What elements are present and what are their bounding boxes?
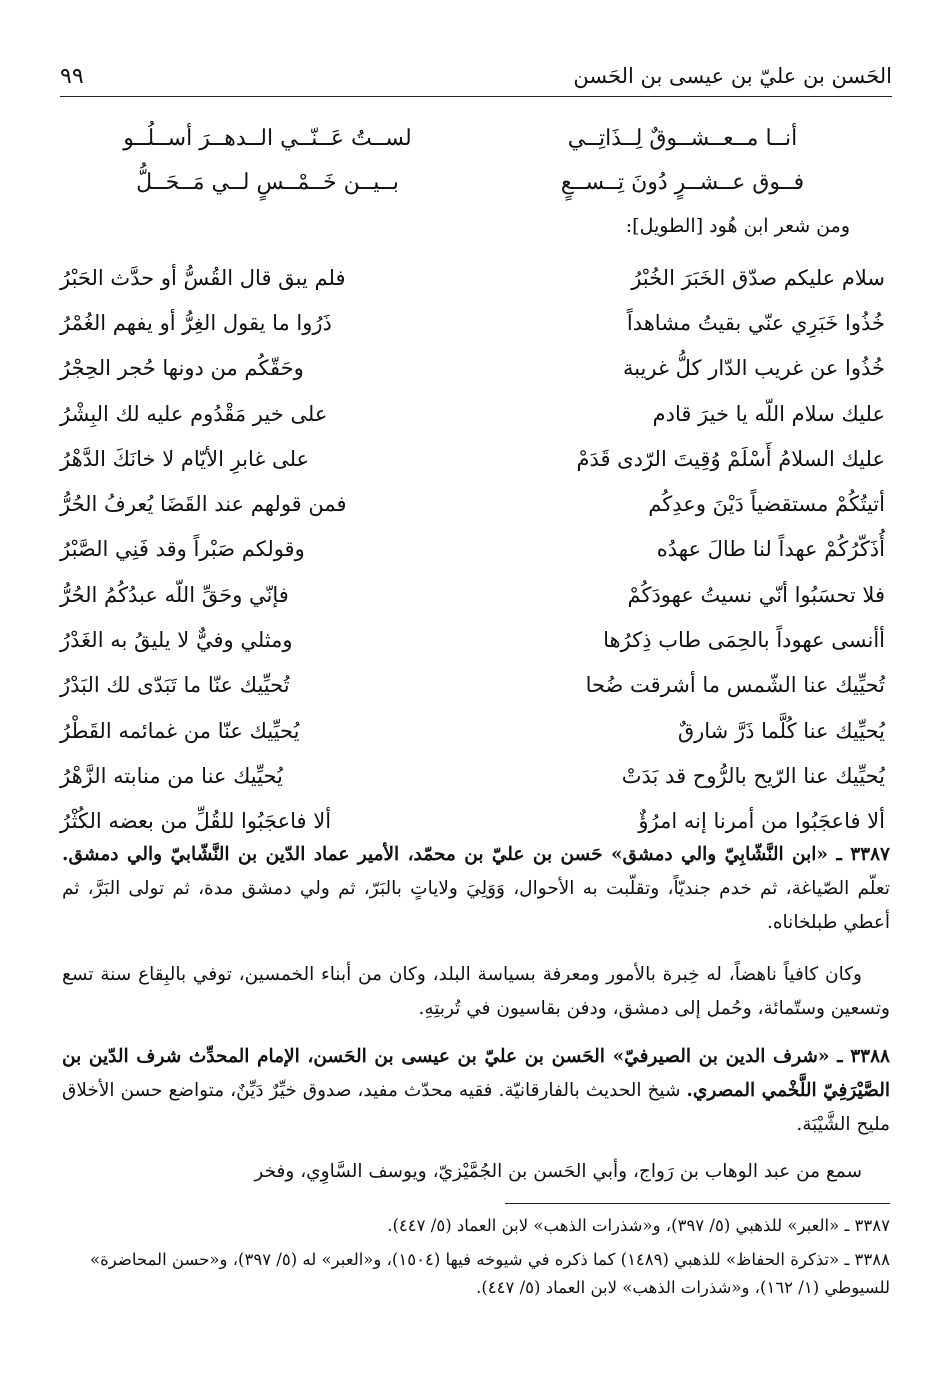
poem-right-hemistich: عليك سلام اللّه يا خيرَ قادم bbox=[652, 401, 885, 426]
poem-left-hemistich: فإنّي وحَقِّ اللّه عبدُكُمُ الحُرُّ bbox=[60, 582, 289, 607]
poem-line bbox=[60, 753, 885, 798]
poem-left-hemistich: يُحيِّيك عنا من منابته الزَّهْرُ bbox=[60, 763, 283, 788]
poem-left-hemistich: على خير مَقْدُوم عليه لك البِشْرُ bbox=[60, 401, 328, 426]
poem-left-hemistich: تُحيِّيك عنّا ما تَبَدّى لك البَدْرُ bbox=[60, 673, 290, 698]
poem-left-hemistich: ألا فاعجَبُوا للقُلِّ من بعضه الكُثْرُ bbox=[60, 809, 332, 834]
poem-left-hemistich: وقولكم صَبْراً وقد فَنِي الصَّبْرُ bbox=[60, 537, 305, 562]
footnote-divider bbox=[505, 1203, 890, 1204]
poem-left-hemistich: ومثلي وفيٌّ لا يليقُ به الغَدْرُ bbox=[60, 628, 293, 653]
entry-heading: ٣٣٨٨ ـ «شرف الدين بن الصيرفيّ» الحَسن بن عليّ بن عيسى بن الحَسن، الإمام المحدِّث شرف الدّين بن الصَّيْرَفِيّ اللَّخْمي المصري. bbox=[62, 1046, 890, 1101]
poem-right-hemistich: أتيتُكُمْ مستقضياً دَيْنَ وعدِكُم bbox=[648, 492, 885, 517]
poem-right-hemistich: تُحيِّيك عنا الشّمس ما أشرقت ضُحا bbox=[585, 673, 885, 698]
poem-right-hemistich: أُذَكّرُكُمْ عهداً لنا طالَ عهدُه bbox=[656, 537, 885, 562]
entry-3388-paragraph: سمع من عبد الوهاب بن رَواج، وأبي الحَسن بن الجُمَّيْزيّ، ويوسف السَّاوِي، وفخر bbox=[254, 1161, 862, 1182]
running-title: الحَسن بن عليّ بن عيسى بن الحَسن bbox=[573, 64, 892, 88]
poem-right-hemistich: عليك السلامُ أَسْلَمْ وُقِيتَ الرّدى قَدَمْ bbox=[576, 446, 885, 471]
poem-right-hemistich: خُذُوا خَبَرِي عنّي بقيتُ مشاهداً bbox=[626, 310, 885, 335]
poem-left-hemistich: فمن قولهم عند القَضَا يُعرفُ الحُرُّ bbox=[60, 492, 347, 517]
poem-line bbox=[60, 481, 885, 526]
couplet-right-hemistich: أنــا مــعــشــوقٌ لِــذَاتِــي bbox=[567, 126, 798, 151]
couplet bbox=[70, 128, 880, 150]
poem-right-hemistich: ألا فاعجَبُوا من أمرنا إنه امرُؤٌ bbox=[638, 809, 885, 834]
couplet-left-hemistich: بــيــن خَــمْــسٍ لــي مَــحَــلُّ bbox=[136, 170, 399, 195]
entry-3387-paragraph: وكان كافياً ناهضاً، له خِبرة بالأمور ومعرفة بسياسة البلد، وكان من أبناء الخمسين، توفي بالبِقاع سنة تسع وتسعين وستّمائة، وحُمل إلى دمشق، ودفن بقاسيون في تُربتِهِ. bbox=[62, 964, 890, 1019]
footnotes bbox=[62, 1212, 890, 1308]
poem-left-hemistich: يُحيِّيك عنّا من غمائمه القَطْرُ bbox=[60, 718, 300, 743]
poem-line bbox=[60, 663, 885, 708]
entry-3387 bbox=[62, 838, 890, 940]
couplet bbox=[70, 172, 880, 194]
poem bbox=[60, 255, 885, 844]
poem-line bbox=[60, 346, 885, 391]
footnote: ٣٣٨٧ ـ «العبر» للذهبي (٥/ ٣٩٧)، و«شذرات الذهب» لابن العماد (٥/ ٤٤٧). bbox=[387, 1216, 890, 1235]
poem-line bbox=[60, 255, 885, 300]
poem-line bbox=[60, 572, 885, 617]
couplet-right-hemistich: فــوق عــشــرٍ دُونَ تِــســعٍ bbox=[560, 170, 805, 195]
entry-3388 bbox=[62, 1040, 890, 1142]
poem-left-hemistich: وحَقّكُم من دونها حُجر الحِجْرُ bbox=[60, 356, 304, 381]
poem-line bbox=[60, 527, 885, 572]
entry-text: تعلّم الصّياغة، ثم خدم جنديّاً، وتقلّبت به الأحوال، وَوَلِيَ ولاياتٍ بالبَرّ، ثم ولي دمشق مدة، ثم تولى البَرَّ، ثم أعطي طبلخاناه. bbox=[62, 878, 890, 933]
poem-right-hemistich: سلام عليكم صدّق الخَبَرَ الخُبْرُ bbox=[631, 265, 885, 290]
poem-right-hemistich: يُحيِّيك عنا الرّيح بالرُّوح قد بَدَتْ bbox=[621, 763, 885, 788]
poem-left-hemistich: على غابرِ الأيّام لا خانَكَ الدَّهْرُ bbox=[60, 446, 310, 471]
poem-line bbox=[60, 300, 885, 345]
page-header bbox=[60, 56, 892, 97]
footnote: ٣٣٨٨ ـ «تذكرة الحفاظ» للذهبي (١٤٨٩) كما ذكره في شيوخه فيها (١٥٠٤)، و«العبر» له (٥/ ٣٩٧)، و«حسن المحاضرة» للسيوطي (١/ ١٦٢)، و«شذرات الذهب» لابن العماد (٥/ ٤٤٧). bbox=[89, 1250, 890, 1297]
poem-right-hemistich: فلا تحسَبُوا أنّي نسيتُ عهودَكُمْ bbox=[627, 582, 885, 607]
poem-left-hemistich: فلم يبق قال القُسُّ أو حدَّث الحَبْرُ bbox=[60, 265, 346, 290]
page-number: ٩٩ bbox=[60, 63, 84, 89]
couplet-left-hemistich: لســتُ عَــنّــي الــدهــرَ أســلُــو bbox=[123, 126, 412, 151]
poem-right-hemistich: يُحيِّيك عنا كُلَّما ذَرَّ شارقٌ bbox=[677, 718, 885, 743]
poem-intro: ومن شعر ابن هُود [الطويل]: bbox=[625, 215, 850, 237]
poem-line bbox=[60, 708, 885, 753]
entry-heading: ٣٣٨٧ ـ «ابن النَّشّابِيّ والي دمشق» حَسن بن عليّ بن محمّد، الأمير عماد الدّين بن النَّشّابيّ والي دمشق. bbox=[62, 844, 890, 865]
poem-line bbox=[60, 391, 885, 436]
poem-right-hemistich: أأنسى عهوداً بالحِمَى طاب ذِكرُها bbox=[603, 628, 885, 653]
poem-right-hemistich: خُذُوا عن غريب الدّار كلُّ غريبة bbox=[622, 356, 885, 381]
entry-text: شيخ الحديث بالفارقانيّة. فقيه محدّث مفيد، صدوق خيِّرٌ دَيِّنٌ، متواضع حسن الأخلاق مليح الشَّيْبَة. bbox=[62, 1080, 890, 1135]
poem-left-hemistich: ذَرُوا ما يقول الغِرُّ أو يفهم الغُمْرُ bbox=[60, 310, 332, 335]
poem-line bbox=[60, 617, 885, 662]
poem-line bbox=[60, 436, 885, 481]
